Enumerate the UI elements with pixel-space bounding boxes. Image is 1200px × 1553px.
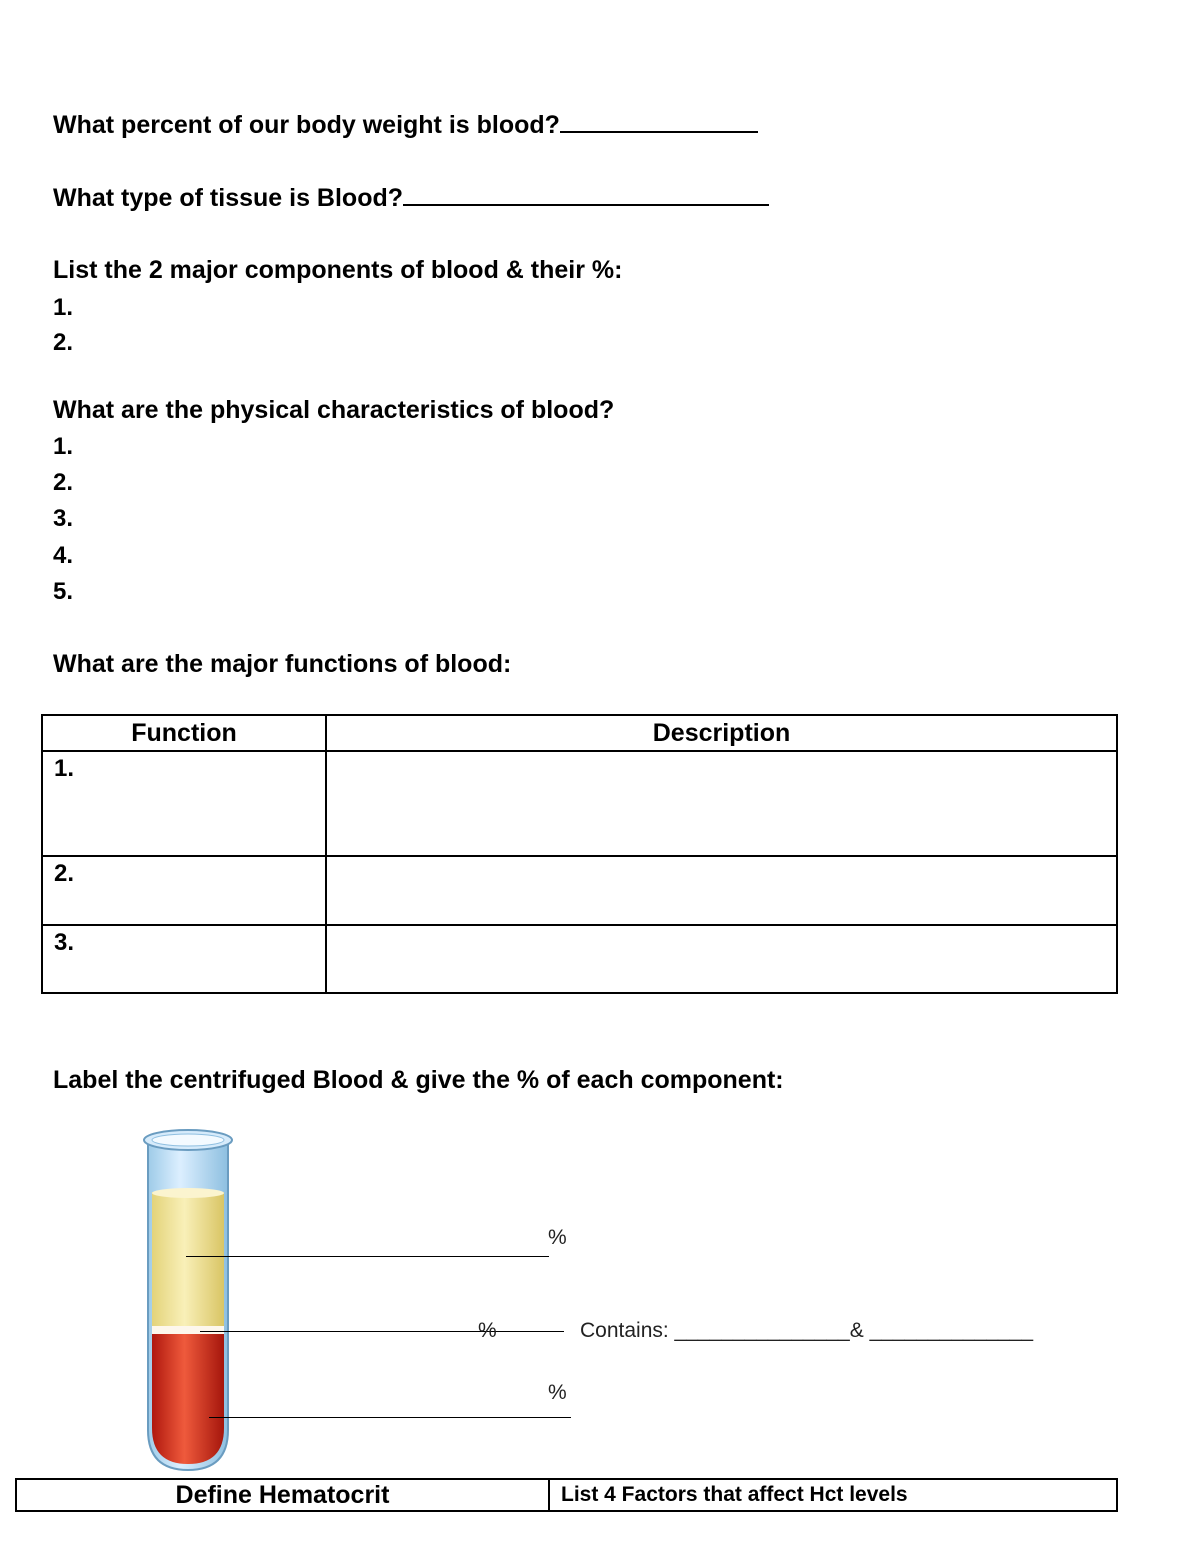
functions-table-header [42, 715, 1117, 751]
percent-label-rbc: % [548, 1381, 567, 1404]
table-row [42, 925, 1117, 993]
function-cell-2[interactable]: 2. [42, 856, 326, 925]
question-tissue-type [53, 182, 769, 213]
plasma-surface [152, 1188, 224, 1198]
characteristics-item-5: 5. [53, 578, 74, 605]
label-line-rbc[interactable] [209, 1417, 571, 1418]
label-line-buffy-coat[interactable] [200, 1331, 564, 1332]
header-function: Function [42, 715, 326, 751]
components-item-1: 1. [53, 294, 74, 321]
functions-table [41, 714, 1118, 994]
define-hematocrit-label: Define Hematocrit [175, 1481, 390, 1509]
question-body-weight [53, 109, 758, 140]
table-row [16, 1479, 1117, 1511]
header-description: Description [326, 715, 1117, 751]
hct-factors-cell[interactable] [549, 1479, 1117, 1511]
contains-label: Contains: _______________& ______________ [580, 1319, 1034, 1342]
tube-opening [152, 1134, 224, 1146]
red-blood-cell-layer [152, 1334, 224, 1464]
question-centrifuged: Label the centrifuged Blood & give the % of each component: [53, 1066, 784, 1094]
function-cell-3[interactable]: 3. [42, 925, 326, 993]
answer-blank-tissue-type[interactable] [403, 182, 769, 206]
characteristics-item-2: 2. [53, 469, 74, 496]
question-body-weight-text: What percent of our body weight is blood? [53, 111, 560, 139]
characteristics-item-3: 3. [53, 505, 74, 532]
answer-blank-body-weight[interactable] [560, 109, 758, 133]
question-tissue-type-text: What type of tissue is Blood? [53, 184, 404, 212]
description-cell-1[interactable] [326, 751, 1117, 856]
question-characteristics: What are the physical characteristics of blood? [53, 396, 615, 424]
percent-label-plasma: % [548, 1226, 567, 1249]
label-line-plasma[interactable] [186, 1256, 549, 1257]
function-cell-1[interactable]: 1. [42, 751, 326, 856]
table-row [42, 856, 1117, 925]
hematocrit-table [15, 1478, 1118, 1512]
characteristics-item-4: 4. [53, 542, 74, 569]
question-components: List the 2 major components of blood & their %: [53, 256, 623, 284]
characteristics-item-1: 1. [53, 433, 74, 460]
percent-label-buffy-coat: % [478, 1319, 497, 1342]
components-item-2: 2. [53, 329, 74, 356]
plasma-layer [152, 1192, 224, 1328]
buffy-coat-layer [152, 1326, 224, 1334]
question-functions: What are the major functions of blood: [53, 650, 512, 678]
hct-factors-label: List 4 Factors that affect Hct levels [561, 1483, 908, 1506]
table-row [42, 751, 1117, 856]
description-cell-3[interactable] [326, 925, 1117, 993]
description-cell-2[interactable] [326, 856, 1117, 925]
define-hematocrit-cell[interactable] [16, 1479, 549, 1511]
test-tube-illustration [130, 1120, 245, 1480]
